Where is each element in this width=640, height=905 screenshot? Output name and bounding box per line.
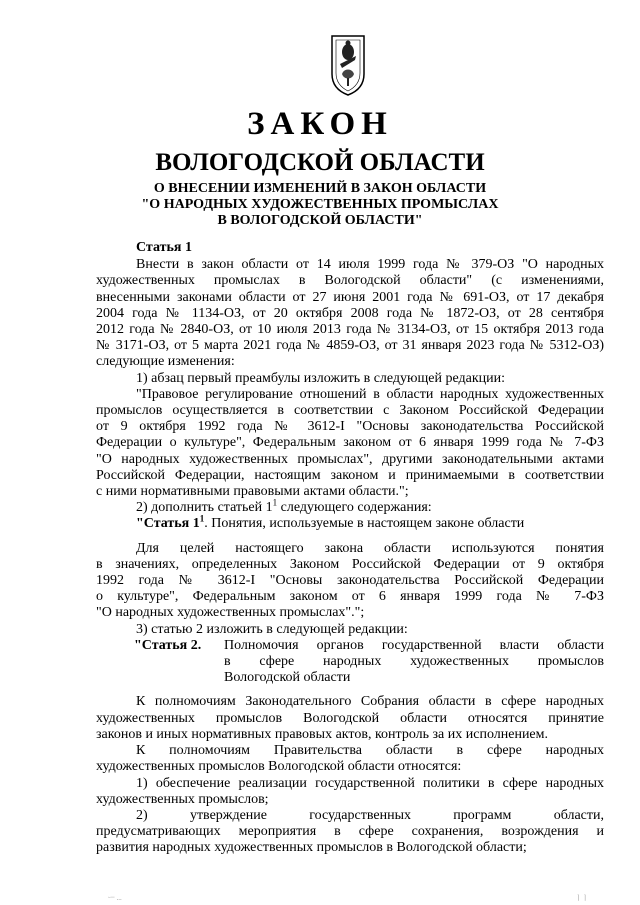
text-line: 1992 года № 3612-I "Основы законодательства Российской Федерации	[96, 573, 604, 589]
list-item: 3) статью 2 изложить в следующей редакции:	[136, 621, 408, 637]
text-line: художественных промыслов Вологодской области относятся:	[96, 759, 462, 775]
list-item: 2) утверждение государственных программ области,	[136, 807, 604, 823]
text-line: 2004 года № 1134-ОЗ, от 20 октября 2008 года № 1872-ОЗ, от 28 сентября	[96, 305, 604, 321]
text-line: К полномочиям Правительства области в сфере народных	[136, 743, 604, 759]
text-line: художественных промыслах в Вологодской области" (с изменениями,	[96, 273, 604, 289]
article-2-heading	[96, 638, 604, 687]
text-line: К полномочиям Законодательного Собрания области в сфере народных	[136, 694, 604, 710]
coat-of-arms-emblem	[330, 34, 366, 96]
article-2-title	[224, 638, 604, 687]
text-line: "Правовое регулирование отношений в области народных художественных	[136, 386, 604, 402]
text-line: Внести в закон области от 14 июля 1999 года № 379-ОЗ "О народных	[136, 257, 604, 273]
subtitle-line: О ВНЕСЕНИИ ИЗМЕНЕНИЙ В ЗАКОН ОБЛАСТИ	[153, 181, 487, 196]
subtitle-line: "О НАРОДНЫХ ХУДОЖЕСТВЕННЫХ ПРОМЫСЛАХ	[141, 197, 499, 212]
article-1-1-label: "Статья 1	[136, 516, 200, 532]
article-1-1-title: . Понятия, используемые в настоящем законе области	[204, 516, 525, 532]
item-2-text: 2) дополнить статьей 1	[136, 500, 273, 516]
text-line: "О народных художественных промыслах".";	[96, 605, 365, 621]
law-body	[96, 238, 604, 857]
footer-mark-left: ㅡ ...	[108, 894, 122, 902]
page-footer	[0, 893, 640, 903]
item-2-suffix: следующего содержания:	[277, 500, 432, 516]
text-line: Федерации о культуре", Федеральным законом от 6 января 1999 года № 7-ФЗ	[96, 435, 604, 451]
text-line: Вологодской области	[224, 670, 351, 686]
subtitle-line: В ВОЛОГОДСКОЙ ОБЛАСТИ"	[217, 213, 423, 228]
article-1-heading: Статья 1	[136, 240, 192, 255]
region-title: ВОЛОГОДСКОЙ ОБЛАСТИ	[155, 149, 485, 176]
text-line: следующие изменения:	[96, 354, 235, 370]
list-item: 1) обеспечение реализации государственной политики в сфере народных	[136, 775, 604, 791]
text-line: художественных промыслов;	[96, 791, 269, 807]
text-line: законов и иных нормативных правовых актов, контроль за их исполнением.	[96, 726, 549, 742]
law-subtitle	[0, 181, 640, 229]
text-line: внесенными законами области от 27 июня 2001 года № 691-ОЗ, от 17 декабря	[96, 289, 604, 305]
document-type-title: ЗАКОН	[247, 106, 393, 142]
text-line: о культуре", Федеральным законом от 6 января 1999 года № 7-ФЗ	[96, 589, 604, 605]
text-line: № 3171-ОЗ, от 5 марта 2021 года № 4859-ОЗ, от 31 января 2023 года № 5312-ОЗ)	[96, 338, 604, 354]
superscript: 1	[272, 497, 278, 508]
text-line: в сфере народных художественных промыслов	[224, 654, 604, 670]
article-2-label: "Статья 2.	[134, 637, 202, 653]
text-line: Полномочия органов государственной власти области	[224, 637, 604, 653]
text-line: предусматривающих мероприятия в сфере сохранения, возрождения и	[96, 824, 604, 840]
article-1-1-heading	[96, 513, 604, 532]
text-line: Российской Федерации, настоящим законом и принимаемыми в соответствии	[96, 467, 604, 483]
superscript: 1	[199, 513, 205, 524]
footer-mark-right: ㅣㅣ	[575, 894, 589, 902]
text-line: развития народных художественных промыслов в Вологодской области;	[96, 840, 527, 856]
list-item	[96, 497, 604, 516]
text-line: с ними нормативными правовыми актами области.";	[96, 484, 409, 500]
text-line: художественных промыслов Вологодской области относятся принятие	[96, 710, 604, 726]
text-line: промыслов осуществляется в соответствии с Законом Российской Федерации	[96, 403, 604, 419]
text-line: "О народных художественных промыслах", другими законодательными актами	[96, 451, 604, 467]
text-line: от 9 октября 1992 года № 3612-I "Основы законодательства Российской	[96, 419, 604, 435]
text-line: Для целей настоящего закона области используются понятия	[136, 540, 604, 556]
list-item: 1) абзац первый преамбулы изложить в следующей редакции:	[136, 370, 506, 386]
text-line: 2012 года № 2840-ОЗ, от 10 июля 2013 года № 3134-ОЗ, от 15 октября 2013 года	[96, 322, 604, 338]
text-line: в значениях, определенных Законом Российской Федерации от 9 октября	[96, 556, 604, 572]
